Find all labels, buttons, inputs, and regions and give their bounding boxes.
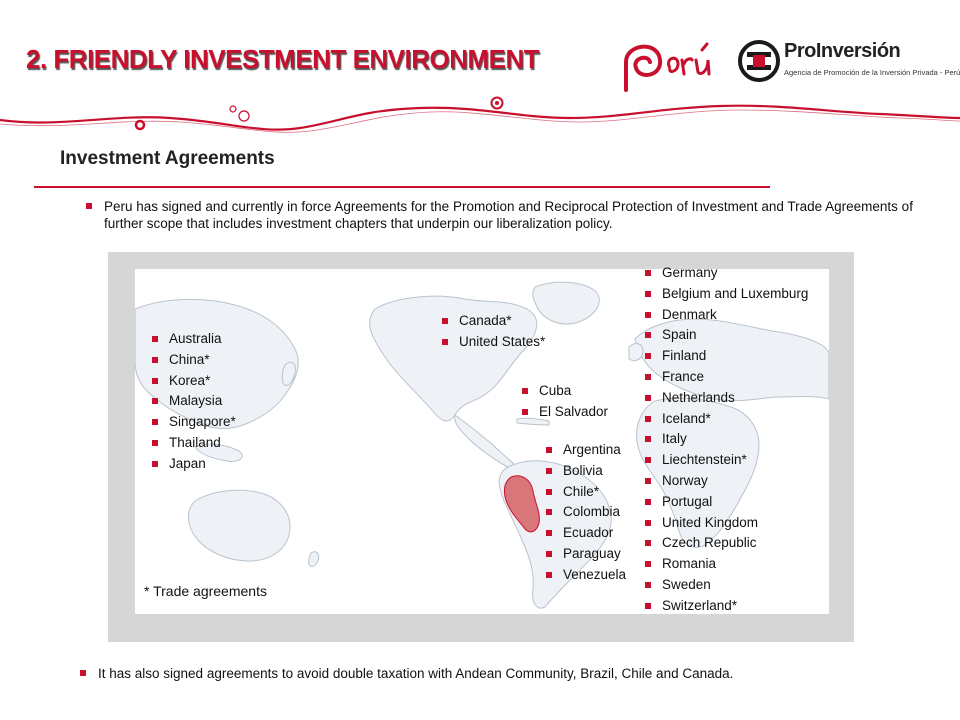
south-america-list (546, 440, 626, 586)
list-item: Norway (645, 471, 808, 492)
bullet-marker (86, 203, 92, 209)
map-legend: * Trade agreements (144, 583, 267, 599)
footer-bullet-text: It has also signed agreements to avoid double taxation with Andean Community, Brazil, Chile and Canada. (98, 666, 734, 681)
list-item: Ecuador (546, 523, 626, 544)
uk-landmass (629, 344, 643, 361)
list-item: Japan (152, 454, 236, 475)
section-subtitle: Investment Agreements (60, 148, 275, 169)
slide-title: 2. FRIENDLY INVESTMENT ENVIRONMENT (26, 44, 540, 74)
list-item: Australia (152, 329, 236, 350)
list-item: Iceland* (645, 409, 808, 430)
list-item: Netherlands (645, 388, 808, 409)
decorative-wave (0, 88, 960, 138)
europe-list (645, 263, 808, 617)
list-item: Germany (645, 263, 808, 284)
list-item: Malaysia (152, 391, 236, 412)
proinversion-name: ProInversión (784, 40, 901, 62)
list-item: Cuba (522, 381, 608, 402)
list-item: Argentina (546, 440, 626, 461)
list-item: Singapore* (152, 412, 236, 433)
asia-pacific-list (152, 329, 236, 475)
list-item: China* (152, 350, 236, 371)
list-item: Canada* (442, 311, 545, 332)
list-item: Korea* (152, 371, 236, 392)
list-item: Belgium and Luxemburg (645, 284, 808, 305)
peru-brand-logo (612, 32, 722, 96)
list-item: United States* (442, 332, 545, 353)
list-item: Romania (645, 554, 808, 575)
list-item: Spain (645, 325, 808, 346)
list-item: Liechtenstein* (645, 450, 808, 471)
australia-landmass (188, 490, 290, 561)
intro-bullet-text: Peru has signed and currently in force Agreements for the Promotion and Reciprocal Protection of Investment and Trade Agreements of further scope that includes investment chapters that underpin our liberalization policy. (104, 199, 913, 231)
list-item: Finland (645, 346, 808, 367)
subtitle-divider (34, 186, 770, 188)
proinversion-tagline: Agencia de Promoción de la Inversión Privada - Perú (784, 68, 960, 77)
list-item: Paraguay (546, 544, 626, 565)
central-america-list (522, 381, 608, 423)
list-item: Bolivia (546, 461, 626, 482)
list-item: Thailand (152, 433, 236, 454)
list-item: Czech Republic (645, 533, 808, 554)
list-item: Venezuela (546, 565, 626, 586)
list-item: Chile* (546, 482, 626, 503)
footer-bullet (80, 665, 940, 682)
list-item: Italy (645, 429, 808, 450)
list-item: Portugal (645, 492, 808, 513)
list-item: Colombia (546, 502, 626, 523)
list-item: France (645, 367, 808, 388)
bullet-marker (80, 670, 86, 676)
list-item: Denmark (645, 305, 808, 326)
intro-bullet (86, 198, 916, 232)
central-america-landmass (455, 415, 515, 469)
list-item: United Kingdom (645, 513, 808, 534)
new-zealand-island (309, 552, 319, 567)
list-item: Sweden (645, 575, 808, 596)
proinversion-logo (738, 38, 960, 88)
north-america-list (442, 311, 545, 353)
list-item: Switzerland* (645, 596, 808, 617)
list-item: El Salvador (522, 402, 608, 423)
